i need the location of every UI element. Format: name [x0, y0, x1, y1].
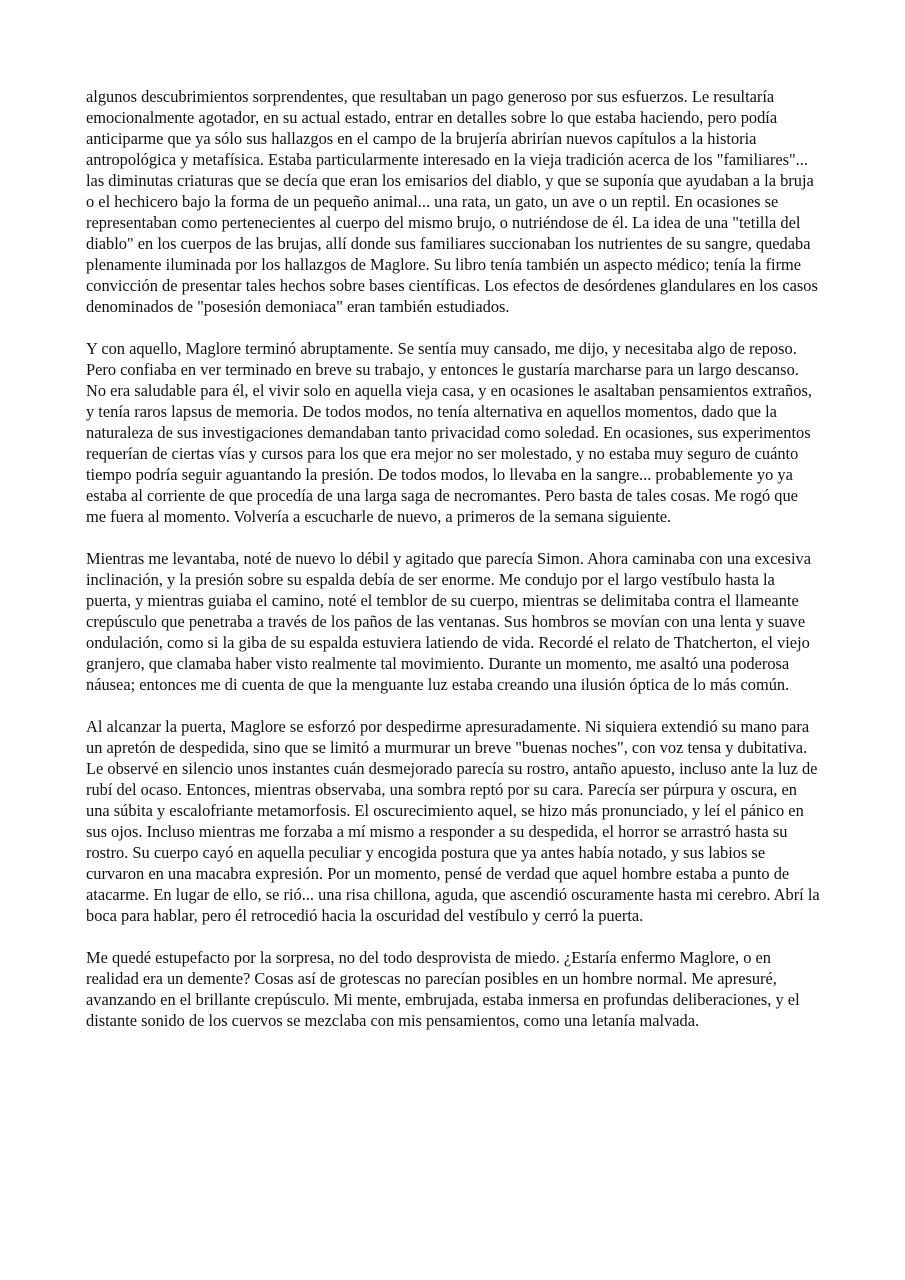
document-page	[86, 86, 820, 1031]
paragraph-2: Y con aquello, Maglore terminó abruptamente. Se sentía muy cansado, me dijo, y necesitaba algo de reposo. Pero confiaba en ver terminado en breve su trabajo, y entonces le gustaría marcharse para un largo descanso. No era saludable para él, el vivir solo en aquella vieja casa, y en ocasiones le asaltaban pensamientos extraños, y tenía raros lapsus de memoria. De todos modos, no tenía alternativa en aquellos momentos, dado que la naturaleza de sus investigaciones demandaban tanto privacidad como soledad. En ocasiones, sus experimentos requerían de ciertas vías y cursos para los que era mejor no ser molestado, y no estaba muy seguro de cuánto tiempo podría seguir aguantando la presión. De todos modos, lo llevaba en la sangre... probablemente yo ya estaba al corriente de que procedía de una larga saga de necromantes. Pero basta de tales cosas. Me rogó que me fuera al momento. Volvería a escucharle de nuevo, a primeros de la semana siguiente.	[86, 339, 812, 526]
paragraph-5: Me quedé estupefacto por la sorpresa, no del todo desprovista de miedo. ¿Estaría enfermo Maglore, o en realidad era un demente? Cosas así de grotescas no parecían posibles en un hombre normal. Me apresuré, avanzando en el brillante crepúsculo. Mi mente, embrujada, estaba inmersa en profundas deliberaciones, y el distante sonido de los cuervos se mezclaba con mis pensamientos, como una letanía malvada.	[86, 948, 800, 1030]
paragraph-3: Mientras me levantaba, noté de nuevo lo débil y agitado que parecía Simon. Ahora caminaba con una excesiva inclinación, y la presión sobre su espalda debía de ser enorme. Me condujo por el largo vestíbulo hasta la puerta, y mientras guiaba el camino, noté el temblor de su cuerpo, mientras se delimitaba contra el llameante crepúsculo que penetraba a través de los paños de las ventanas. Sus hombros se movían con una lenta y suave ondulación, como si la giba de su espalda estuviera latiendo de vida. Recordé el relato de Thatcherton, el viejo granjero, que clamaba haber visto realmente tal movimiento. Durante un momento, me asaltó una poderosa náusea; entonces me di cuenta de que la menguante luz estaba creando una ilusión óptica de lo más común.	[86, 549, 812, 694]
paragraph-4: Al alcanzar la puerta, Maglore se esforzó por despedirme apresuradamente. Ni siquiera extendió su mano para un apretón de despedida, sino que se limitó a murmurar un breve "buenas noches", con voz tensa y dubitativa. Le observé en silencio unos instantes cuán desmejorado parecía su rostro, antaño apuesto, incluso ante la luz de rubí del ocaso. Entonces, mientras observaba, una sombra reptó por su cara. Parecía ser púrpura y oscura, en una súbita y escalofriante metamorfosis. El oscurecimiento aquel, se hizo más pronunciado, y leí el pánico en sus ojos. Incluso mientras me forzaba a mí mismo a responder a su despedida, el horror se arrastró hasta su rostro. Su cuerpo cayó en aquella peculiar y encogida postura que ya antes había notado, y sus labios se curvaron en una macabra expresión. Por un momento, pensé de verdad que aquel hombre estaba a punto de atacarme. En lugar de ello, se rió... una risa chillona, aguda, que ascendió oscuramente hasta mi cerebro. Abrí la boca para hablar, pero él retrocedió hacia la oscuridad del vestíbulo y cerró la puerta.	[86, 717, 820, 925]
paragraph-1: algunos descubrimientos sorprendentes, que resultaban un pago generoso por sus esfuerzos. Le resultaría emocionalmente agotador, en su actual estado, entrar en detalles sobre lo que estaba haciendo, pero podía anticiparme que ya sólo sus hallazgos en el campo de la brujería abrirían nuevos capítulos a la historia antropológica y metafísica. Estaba particularmente interesado en la vieja tradición acerca de los "familiares"... las diminutas criaturas que se decía que eran los emisarios del diablo, y que se suponía que ayudaban a la bruja o el hechicero bajo la forma de un pequeño animal... una rata, un gato, un ave o un reptil. En ocasiones se representaban como pertenecientes al cuerpo del mismo brujo, o nutriéndose de él. La idea de una "tetilla del diablo" en los cuerpos de las brujas, allí donde sus familiares succionaban los nutrientes de su sangre, quedaba plenamente iluminada por los hallazgos de Maglore. Su libro tenía también un aspecto médico; tenía la firme convicción de presentar tales hechos sobre bases científicas. Los efectos de desórdenes glandulares en los casos denominados de "posesión demoniaca" eran también estudiados.	[86, 87, 818, 316]
